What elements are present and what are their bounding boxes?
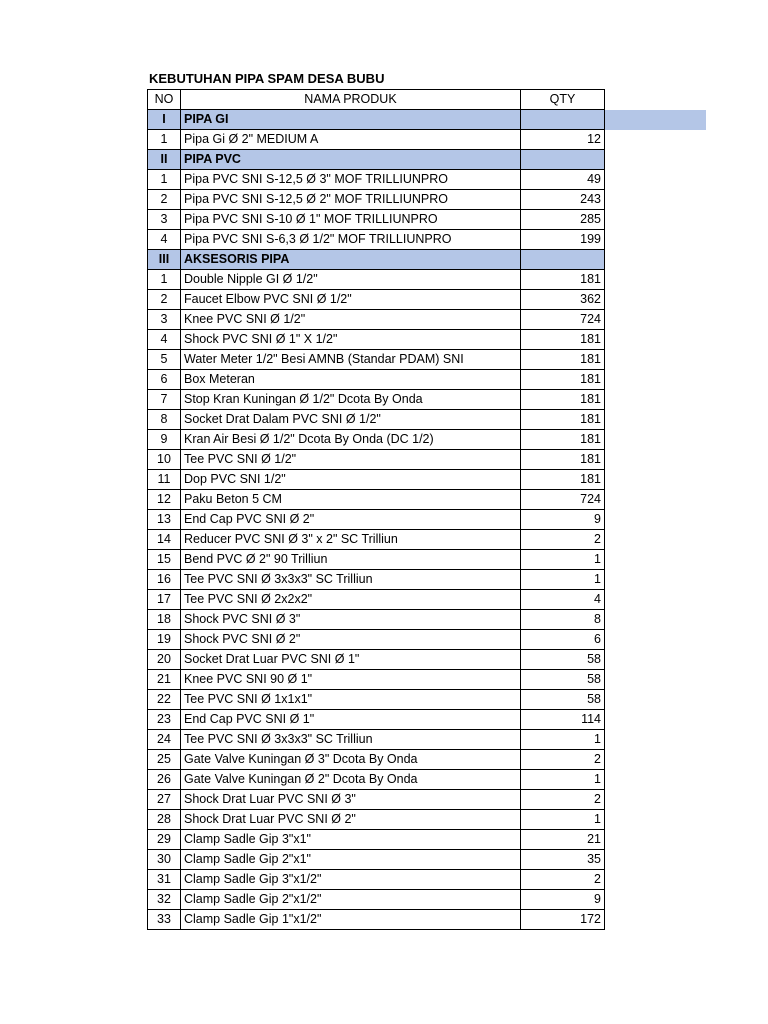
cell-qty: 6 bbox=[521, 630, 605, 650]
cell-qty bbox=[521, 110, 605, 130]
table-row bbox=[148, 170, 605, 190]
cell-qty: 21 bbox=[521, 830, 605, 850]
cell-no: 31 bbox=[148, 870, 181, 890]
table-row bbox=[148, 650, 605, 670]
cell-no: 32 bbox=[148, 890, 181, 910]
table-row bbox=[148, 850, 605, 870]
table-row bbox=[148, 310, 605, 330]
cell-no: 17 bbox=[148, 590, 181, 610]
cell-no: I bbox=[148, 110, 181, 130]
cell-no: 2 bbox=[148, 290, 181, 310]
cell-no: 21 bbox=[148, 670, 181, 690]
cell-no: 14 bbox=[148, 530, 181, 550]
table-row bbox=[148, 630, 605, 650]
section-row bbox=[148, 250, 605, 270]
table-row bbox=[148, 410, 605, 430]
cell-no: 18 bbox=[148, 610, 181, 630]
table-row bbox=[148, 190, 605, 210]
cell-qty: 58 bbox=[521, 690, 605, 710]
cell-qty: 181 bbox=[521, 410, 605, 430]
cell-qty: 1 bbox=[521, 570, 605, 590]
cell-qty: 9 bbox=[521, 890, 605, 910]
table-row bbox=[148, 490, 605, 510]
table-row bbox=[148, 530, 605, 550]
cell-qty: 58 bbox=[521, 650, 605, 670]
cell-no: 10 bbox=[148, 450, 181, 470]
table-row bbox=[148, 430, 605, 450]
cell-name: Pipa PVC SNI S-10 Ø 1" MOF TRILLIUNPRO bbox=[181, 210, 521, 230]
table-row bbox=[148, 330, 605, 350]
table-row bbox=[148, 610, 605, 630]
cell-qty: 8 bbox=[521, 610, 605, 630]
cell-qty: 49 bbox=[521, 170, 605, 190]
cell-qty bbox=[521, 150, 605, 170]
cell-qty: 181 bbox=[521, 450, 605, 470]
table-header-row bbox=[148, 90, 605, 110]
cell-qty: 181 bbox=[521, 270, 605, 290]
cell-qty: 2 bbox=[521, 530, 605, 550]
cell-name: Tee PVC SNI Ø 3x3x3" SC Trilliun bbox=[181, 730, 521, 750]
cell-no: III bbox=[148, 250, 181, 270]
document-title: KEBUTUHAN PIPA SPAM DESA BUBU bbox=[149, 71, 385, 86]
table-row bbox=[148, 510, 605, 530]
cell-no: 22 bbox=[148, 690, 181, 710]
table-row bbox=[148, 270, 605, 290]
table-row bbox=[148, 790, 605, 810]
table-row bbox=[148, 230, 605, 250]
cell-name: Shock PVC SNI Ø 2" bbox=[181, 630, 521, 650]
cell-name: PIPA GI bbox=[181, 110, 521, 130]
table-row bbox=[148, 350, 605, 370]
cell-no: 20 bbox=[148, 650, 181, 670]
cell-name: Clamp Sadle Gip 3"x1" bbox=[181, 830, 521, 850]
cell-no: 13 bbox=[148, 510, 181, 530]
cell-name: Paku Beton 5 CM bbox=[181, 490, 521, 510]
cell-no: 9 bbox=[148, 430, 181, 450]
cell-no: 1 bbox=[148, 270, 181, 290]
cell-name: Socket Drat Luar PVC SNI Ø 1" bbox=[181, 650, 521, 670]
cell-qty: 12 bbox=[521, 130, 605, 150]
cell-qty: 724 bbox=[521, 490, 605, 510]
cell-name: Clamp Sadle Gip 1"x1/2" bbox=[181, 910, 521, 930]
cell-qty bbox=[521, 250, 605, 270]
cell-name: Pipa PVC SNI S-12,5 Ø 2" MOF TRILLIUNPRO bbox=[181, 190, 521, 210]
cell-qty: 724 bbox=[521, 310, 605, 330]
cell-no: 1 bbox=[148, 170, 181, 190]
cell-qty: 1 bbox=[521, 810, 605, 830]
cell-no: 16 bbox=[148, 570, 181, 590]
header-no: NO bbox=[148, 90, 181, 110]
cell-qty: 2 bbox=[521, 750, 605, 770]
table-row bbox=[148, 590, 605, 610]
cell-name: Tee PVC SNI Ø 1/2" bbox=[181, 450, 521, 470]
cell-no: 30 bbox=[148, 850, 181, 870]
cell-no: 8 bbox=[148, 410, 181, 430]
cell-no: 23 bbox=[148, 710, 181, 730]
cell-name: Tee PVC SNI Ø 1x1x1" bbox=[181, 690, 521, 710]
table-row bbox=[148, 130, 605, 150]
cell-qty: 58 bbox=[521, 670, 605, 690]
table-row bbox=[148, 710, 605, 730]
cell-no: 6 bbox=[148, 370, 181, 390]
cell-no: 3 bbox=[148, 310, 181, 330]
cell-no: 12 bbox=[148, 490, 181, 510]
table-row bbox=[148, 830, 605, 850]
cell-name: Stop Kran Kuningan Ø 1/2" Dcota By Onda bbox=[181, 390, 521, 410]
cell-no: 24 bbox=[148, 730, 181, 750]
cell-no: 25 bbox=[148, 750, 181, 770]
cell-name: Socket Drat Dalam PVC SNI Ø 1/2" bbox=[181, 410, 521, 430]
cell-no: 33 bbox=[148, 910, 181, 930]
header-name: NAMA PRODUK bbox=[181, 90, 521, 110]
cell-name: Dop PVC SNI 1/2" bbox=[181, 470, 521, 490]
cell-no: 4 bbox=[148, 230, 181, 250]
cell-name: End Cap PVC SNI Ø 1" bbox=[181, 710, 521, 730]
cell-name: Box Meteran bbox=[181, 370, 521, 390]
cell-name: Knee PVC SNI 90 Ø 1" bbox=[181, 670, 521, 690]
cell-no: 27 bbox=[148, 790, 181, 810]
cell-qty: 172 bbox=[521, 910, 605, 930]
cell-name: Shock PVC SNI Ø 1" X 1/2" bbox=[181, 330, 521, 350]
cell-name: End Cap PVC SNI Ø 2" bbox=[181, 510, 521, 530]
cell-name: Clamp Sadle Gip 3"x1/2" bbox=[181, 870, 521, 890]
section-row bbox=[148, 110, 605, 130]
cell-name: Shock PVC SNI Ø 3" bbox=[181, 610, 521, 630]
header-qty: QTY bbox=[521, 90, 605, 110]
cell-qty: 2 bbox=[521, 870, 605, 890]
cell-qty: 199 bbox=[521, 230, 605, 250]
cell-no: 7 bbox=[148, 390, 181, 410]
cell-qty: 181 bbox=[521, 350, 605, 370]
cell-name: Shock Drat Luar PVC SNI Ø 3" bbox=[181, 790, 521, 810]
cell-name: Bend PVC Ø 2" 90 Trilliun bbox=[181, 550, 521, 570]
cell-no: 28 bbox=[148, 810, 181, 830]
cell-name: Pipa PVC SNI S-6,3 Ø 1/2" MOF TRILLIUNPRO bbox=[181, 230, 521, 250]
product-table bbox=[147, 89, 605, 930]
table-row bbox=[148, 450, 605, 470]
cell-qty: 181 bbox=[521, 390, 605, 410]
cell-name: Tee PVC SNI Ø 2x2x2" bbox=[181, 590, 521, 610]
cell-qty: 2 bbox=[521, 790, 605, 810]
cell-qty: 181 bbox=[521, 470, 605, 490]
table-row bbox=[148, 910, 605, 930]
cell-no: 19 bbox=[148, 630, 181, 650]
table-row bbox=[148, 730, 605, 750]
cell-no: II bbox=[148, 150, 181, 170]
cell-qty: 1 bbox=[521, 550, 605, 570]
table-row bbox=[148, 770, 605, 790]
table-row bbox=[148, 670, 605, 690]
cell-qty: 181 bbox=[521, 330, 605, 350]
table-row bbox=[148, 890, 605, 910]
cell-name: Reducer PVC SNI Ø 3" x 2" SC Trilliun bbox=[181, 530, 521, 550]
cell-name: Kran Air Besi Ø 1/2" Dcota By Onda (DC 1/2) bbox=[181, 430, 521, 450]
table-row bbox=[148, 470, 605, 490]
table-row bbox=[148, 750, 605, 770]
table-row bbox=[148, 570, 605, 590]
cell-no: 26 bbox=[148, 770, 181, 790]
cell-name: Gate Valve Kuningan Ø 2" Dcota By Onda bbox=[181, 770, 521, 790]
table-row bbox=[148, 870, 605, 890]
cell-qty: 1 bbox=[521, 730, 605, 750]
cell-no: 29 bbox=[148, 830, 181, 850]
cell-qty: 362 bbox=[521, 290, 605, 310]
cell-qty: 1 bbox=[521, 770, 605, 790]
cell-name: PIPA PVC bbox=[181, 150, 521, 170]
table-row bbox=[148, 390, 605, 410]
cell-name: Shock Drat Luar PVC SNI Ø 2" bbox=[181, 810, 521, 830]
table-row bbox=[148, 210, 605, 230]
cell-no: 11 bbox=[148, 470, 181, 490]
cell-name: Clamp Sadle Gip 2"x1/2" bbox=[181, 890, 521, 910]
cell-qty: 285 bbox=[521, 210, 605, 230]
cell-qty: 4 bbox=[521, 590, 605, 610]
table-row bbox=[148, 810, 605, 830]
table-row bbox=[148, 550, 605, 570]
cell-no: 3 bbox=[148, 210, 181, 230]
cell-name: Knee PVC SNI Ø 1/2" bbox=[181, 310, 521, 330]
cell-no: 2 bbox=[148, 190, 181, 210]
cell-no: 15 bbox=[148, 550, 181, 570]
cell-no: 1 bbox=[148, 130, 181, 150]
cell-name: Pipa Gi Ø 2" MEDIUM A bbox=[181, 130, 521, 150]
cell-no: 5 bbox=[148, 350, 181, 370]
cell-name: Gate Valve Kuningan Ø 3" Dcota By Onda bbox=[181, 750, 521, 770]
cell-qty: 181 bbox=[521, 370, 605, 390]
cell-qty: 243 bbox=[521, 190, 605, 210]
cell-qty: 9 bbox=[521, 510, 605, 530]
cell-qty: 35 bbox=[521, 850, 605, 870]
cell-qty: 114 bbox=[521, 710, 605, 730]
cell-name: Pipa PVC SNI S-12,5 Ø 3" MOF TRILLIUNPRO bbox=[181, 170, 521, 190]
table-row bbox=[148, 290, 605, 310]
table-row bbox=[148, 370, 605, 390]
section-row bbox=[148, 150, 605, 170]
cell-name: AKSESORIS PIPA bbox=[181, 250, 521, 270]
cell-name: Double Nipple GI Ø 1/2" bbox=[181, 270, 521, 290]
cell-name: Faucet Elbow PVC SNI Ø 1/2" bbox=[181, 290, 521, 310]
cell-name: Tee PVC SNI Ø 3x3x3" SC Trilliun bbox=[181, 570, 521, 590]
table-row bbox=[148, 690, 605, 710]
cell-no: 4 bbox=[148, 330, 181, 350]
cell-name: Water Meter 1/2" Besi AMNB (Standar PDAM) SNI bbox=[181, 350, 521, 370]
cell-name: Clamp Sadle Gip 2"x1" bbox=[181, 850, 521, 870]
cell-qty: 181 bbox=[521, 430, 605, 450]
